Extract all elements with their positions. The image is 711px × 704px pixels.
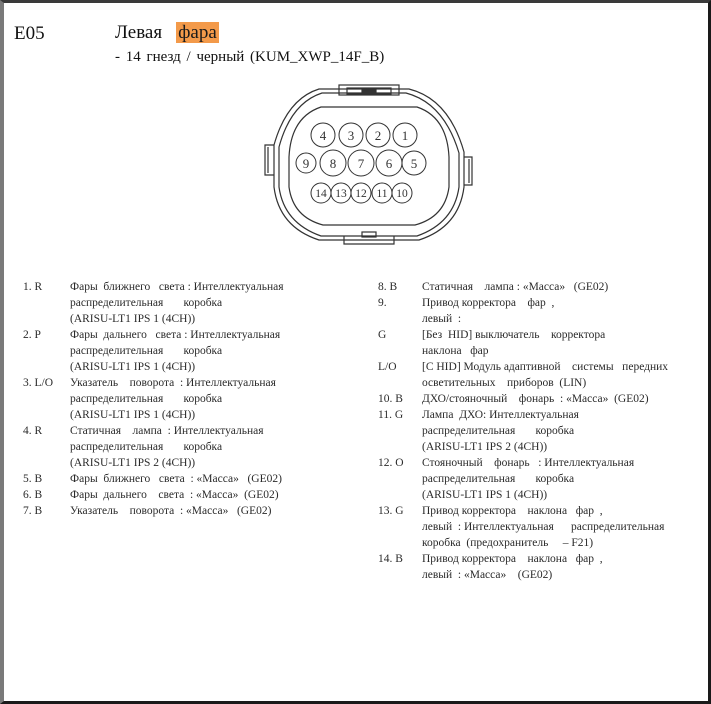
pin-description-line: левый : «Масса» (GE02): [422, 569, 553, 581]
title-highlight: фара: [178, 22, 217, 43]
pin-entry: [23, 503, 303, 519]
pin-description-line: ДХО/стояночный фонарь : «Масса» (GE02): [422, 393, 649, 405]
pin-1: 1: [401, 128, 409, 143]
pin-description: [422, 359, 678, 391]
title-text: Левая: [115, 22, 163, 43]
pin-label: 11. G: [378, 409, 404, 421]
pin-description: [70, 423, 303, 471]
pin-5: 5: [410, 156, 418, 171]
pin-label: 7. B: [23, 505, 43, 517]
pin-2: 2: [374, 128, 382, 143]
pin-4: 4: [319, 128, 327, 143]
pin-label: 9.: [378, 297, 387, 309]
pin-description: [70, 487, 303, 503]
pin-description-line: (ARISU-LT1 IPS 1 (4CH)): [70, 361, 196, 373]
pin-description-line: (ARISU-LT1 IPS 2 (4CH)): [422, 441, 548, 453]
connector-diagram-icon: [259, 77, 479, 252]
pin-label: 14. B: [378, 553, 403, 565]
pin-description-line: Привод корректора наклона фар ,: [422, 505, 603, 517]
pin-entry: [23, 471, 303, 487]
pin-entry: [378, 391, 678, 407]
pin-label: 6. B: [23, 489, 43, 501]
connector-code: E05: [14, 23, 45, 44]
pin-label: 10. B: [378, 393, 403, 405]
pin-description-line: Статичная лампа : Интеллектуальная: [70, 425, 264, 437]
pin-entry: [23, 327, 303, 375]
pin-entry: [378, 455, 678, 503]
pin-3: 3: [347, 128, 355, 143]
pin-label: 2. P: [23, 329, 41, 341]
pin-description-line: распределительная коробка: [422, 425, 575, 437]
pin-11: 11: [376, 188, 388, 200]
pin-description-line: (ARISU-LT1 IPS 1 (4CH)): [422, 489, 548, 501]
pin-description-line: распределительная коробка: [70, 297, 223, 309]
pin-description-line: [Без HID] выключатель корректора: [422, 329, 606, 341]
pin-description-line: распределительная коробка: [422, 473, 575, 485]
pin-description: [422, 503, 678, 551]
pin-10: 10: [396, 188, 408, 200]
pin-label: 4. R: [23, 425, 43, 437]
pin-entry: [378, 551, 678, 583]
pin-description-line: распределительная коробка: [70, 441, 223, 453]
pin-entry: [378, 327, 678, 359]
pin-description: [422, 407, 678, 455]
pin-description: [422, 455, 678, 503]
pin-description: [70, 375, 303, 423]
pin-description-line: Привод корректора фар ,: [422, 297, 555, 309]
pin-description-line: Лампа ДХО: Интеллектуальная: [422, 409, 579, 421]
pin-label: 5. B: [23, 473, 43, 485]
pin-description-line: Фары дальнего света : «Масса» (GE02): [70, 489, 279, 501]
pin-13: 13: [335, 188, 347, 200]
pin-list-right: [378, 279, 678, 583]
pin-description-line: Стояночный фонарь : Интеллектуальная: [422, 457, 635, 469]
pin-label: 8. B: [378, 281, 398, 293]
pin-description: [422, 327, 678, 359]
pin-description-line: распределительная коробка: [70, 393, 223, 405]
pin-description-line: коробка (предохранитель – F21): [422, 537, 594, 549]
pin-entry: [23, 423, 303, 471]
pin-description-line: Фары ближнего света : «Масса» (GE02): [70, 473, 282, 485]
pin-entry: [378, 359, 678, 391]
pin-entry: [378, 407, 678, 455]
pin-entry: [378, 279, 678, 295]
pin-description: [70, 327, 303, 375]
pin-entry: [23, 279, 303, 327]
pin-description: [70, 279, 303, 327]
pin-description-line: наклона фар: [422, 345, 489, 357]
pin-14: 14: [315, 188, 327, 200]
pin-9: 9: [302, 156, 310, 171]
pin-list-left: [23, 279, 303, 519]
pin-description-line: [С HID] Модуль адаптивной системы передних: [422, 361, 669, 373]
pin-description: [422, 279, 678, 295]
pin-description-line: Указатель поворота : «Масса» (GE02): [70, 505, 272, 517]
pin-description: [422, 391, 678, 407]
pin-description-line: (ARISU-LT1 IPS 2 (4CH)): [70, 457, 196, 469]
pin-12: 12: [355, 188, 367, 200]
connector-subtitle: - 14 гнезд / черный (KUM_XWP_14F_B): [115, 49, 385, 65]
pin-description: [422, 551, 678, 583]
pin-description-line: Фары дальнего света : Интеллектуальная: [70, 329, 281, 341]
pin-description-line: осветительных приборов (LIN): [422, 377, 587, 389]
pin-description: [422, 295, 678, 327]
pin-8: 8: [329, 156, 337, 171]
pin-label: 3. L/O: [23, 377, 54, 389]
pin-description-line: (ARISU-LT1 IPS 1 (4CH)): [70, 313, 196, 325]
pin-description: [70, 471, 303, 487]
pin-description-line: Привод корректора наклона фар ,: [422, 553, 603, 565]
pin-description-line: Статичная лампа : «Масса» (GE02): [422, 281, 609, 293]
connector-title: [115, 22, 219, 44]
pin-entry: [23, 375, 303, 423]
pin-7: 7: [357, 156, 365, 171]
pin-description-line: левый : Интеллектуальная распределительная: [422, 521, 665, 533]
pin-description-line: левый :: [422, 313, 462, 325]
pin-entry: [378, 503, 678, 551]
pin-entry: [378, 295, 678, 327]
pin-label: 1. R: [23, 281, 43, 293]
pin-description-line: распределительная коробка: [70, 345, 223, 357]
pin-label: G: [378, 329, 387, 341]
pin-6: 6: [385, 156, 393, 171]
pin-description-line: (ARISU-LT1 IPS 1 (4CH)): [70, 409, 196, 421]
pin-label: L/O: [378, 361, 397, 373]
pin-description-line: Фары ближнего света : Интеллектуальная: [70, 281, 284, 293]
pin-description-line: Указатель поворота : Интеллектуальная: [70, 377, 276, 389]
pin-description: [70, 503, 303, 519]
pin-label: 13. G: [378, 505, 404, 517]
pin-entry: [23, 487, 303, 503]
pin-label: 12. O: [378, 457, 404, 469]
